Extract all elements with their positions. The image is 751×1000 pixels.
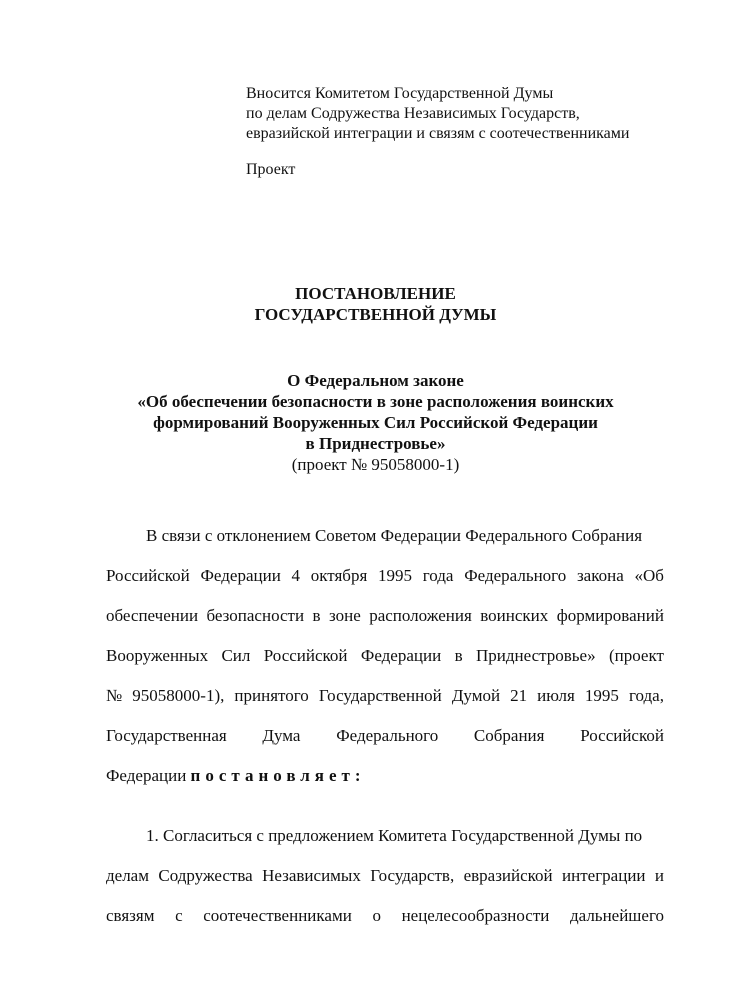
document-title-line-1: ПОСТАНОВЛЕНИЕ <box>295 284 456 303</box>
word: Государственная <box>106 726 227 745</box>
draft-number: (проект № 95058000-1) <box>291 455 460 474</box>
submitted-by-line-2: по делам Содружества Независимых Государств, <box>246 105 580 122</box>
word: 95058000-1), <box>132 686 225 705</box>
project-label: Проект <box>246 161 296 178</box>
word: Сил <box>221 646 251 665</box>
subject-line-3: формирований Вооруженных Сил Российской Федерации <box>153 413 598 432</box>
word: дальнейшего <box>569 906 664 925</box>
word: и <box>654 866 664 885</box>
word: Государственной <box>318 686 442 705</box>
word: Государств, <box>370 866 455 885</box>
word: Думой <box>451 686 501 705</box>
word: обеспечении <box>106 606 199 625</box>
word: Вооруженных <box>106 646 209 665</box>
word: нецелесообразности <box>401 906 550 925</box>
paragraph-1-line-5 <box>106 686 664 706</box>
document-subject <box>0 370 751 475</box>
word: Российской <box>106 566 190 585</box>
paragraph-2-line-2 <box>106 866 664 886</box>
word: делам <box>106 866 149 885</box>
word: о <box>372 906 381 925</box>
word: Независимых <box>262 866 361 885</box>
word: расположения <box>369 606 472 625</box>
paragraph-1-line-3 <box>106 606 664 626</box>
word: соотечественниками <box>203 906 352 925</box>
word: Собрания <box>473 726 545 745</box>
subject-line-2: «Об обеспечении безопасности в зоне расположения воинских <box>137 392 614 411</box>
subject-line-4: в Приднестровье» <box>305 434 446 453</box>
word: № <box>106 686 123 705</box>
submitted-by-block <box>246 84 629 144</box>
paragraph-2-line-3 <box>106 906 664 926</box>
word: июля <box>537 686 575 705</box>
word: «Об <box>634 566 664 585</box>
word: формирований <box>556 606 664 625</box>
document-title-line-2: ГОСУДАРСТВЕННОЙ ДУМЫ <box>254 305 497 324</box>
paragraph-1-line-4 <box>106 646 664 666</box>
word: Федерации <box>360 646 442 665</box>
word: Российской <box>263 646 348 665</box>
word: зоне <box>328 606 361 625</box>
word: Федерации <box>200 566 281 585</box>
document-title <box>0 283 751 325</box>
word: с <box>175 906 183 925</box>
word: принятого <box>234 686 309 705</box>
paragraph-1-line-1: В связи с отклонением Советом Федерации Федерального Собрания <box>146 526 643 545</box>
word: евразийской <box>463 866 553 885</box>
word: Содружества <box>158 866 253 885</box>
paragraph-1-line-6 <box>106 726 664 746</box>
word: 1995 <box>377 566 412 585</box>
submitted-by-line-1: Вносится Комитетом Государственной Думы <box>246 85 554 102</box>
paragraph-1-line-2 <box>106 566 664 586</box>
word: Российской <box>580 726 664 745</box>
word: года <box>422 566 454 585</box>
word: воинских <box>480 606 549 625</box>
resolves-word: постановляет: <box>190 766 366 785</box>
submitted-by-line-3: евразийской интеграции и связям с соотечественниками <box>246 125 630 142</box>
word: 4 <box>291 566 301 585</box>
word: в <box>454 646 463 665</box>
subject-line-1: О Федеральном законе <box>287 371 464 390</box>
word: Федерального <box>464 566 567 585</box>
word: закона <box>576 566 624 585</box>
word: безопасности <box>206 606 305 625</box>
paragraph-1-line-7 <box>106 766 664 786</box>
word: 1995 <box>584 686 619 705</box>
paragraph-2-line-1: 1. Согласиться с предложением Комитета Государственной Думы по <box>146 826 643 845</box>
paragraph-1-last-line-prefix: Федерации <box>106 766 187 785</box>
word: Приднестровье» <box>475 646 596 665</box>
word: года, <box>628 686 664 705</box>
word: Федерального <box>336 726 439 745</box>
word: в <box>312 606 321 625</box>
word: 21 <box>510 686 528 705</box>
word: интеграции <box>562 866 646 885</box>
word: связям <box>106 906 155 925</box>
word: (проект <box>608 646 664 665</box>
word: Дума <box>262 726 301 745</box>
word: октября <box>310 566 368 585</box>
